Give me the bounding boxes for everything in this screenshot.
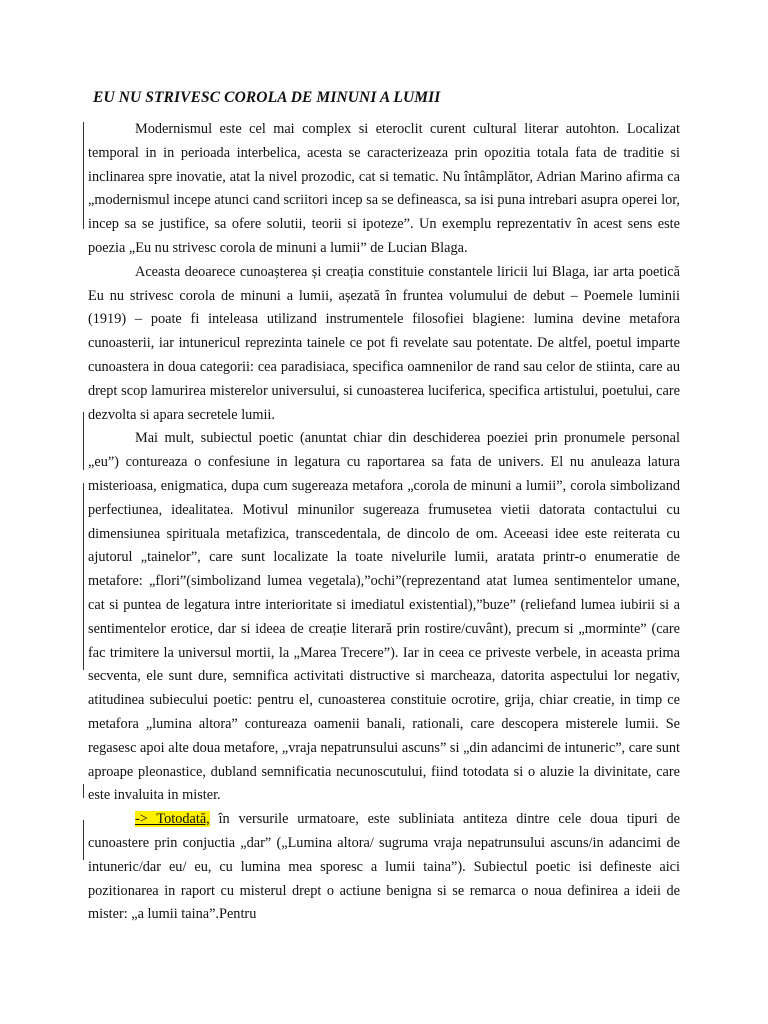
highlighted-text: -> Totodată, xyxy=(135,811,210,828)
paragraph: Mai mult, subiectul poetic (anuntat chiar din deschiderea poeziei prin pronumele personal „eu”) contureaza o confesiune in legatura cu raportarea sa fata de univers. El nu anuleaza latura misterioasa, enigmatica, dupa cum sugereaza metafora „corola de minuni a lumii”, corola simbolizand perfectiunea, idealitatea. Motivul minunilor sugereaza frumusetea vietii datorata contactului cu dimensiunea spirituala metafizica, transcedentala, de dincolo de om. Aceeasi idee este reiterata cu ajutorul „tainelor”, care sunt localizate la toate nivelurile lumii, aratata printr-o enumeratie de metafore: „flori”(simbolizand lumea vegetala),”ochi”(reprezentand atat lumea sentimentelor umane, cat si puntea de legatura intre interioritate si imediatul existential),”buze” (reliefand lumea iubirii si a sentimentelor erotice, dar si ideea de creație literară prin rostire/cuvânt), precum si „morminte” (care fac trimitere la universul mortii, la „Marea Trecere”). Iar in ceea ce priveste verbele, in aceasta prima secventa, ele sunt dure, semnifica activitati distructive si marcheaza, datorita aspectului lor negativ, atitudinea subiecului poetic: pentru el, cunoasterea constituie ocrotire, grija, chiar creatie, in timp ce metafora „lumina altora” contureaza oamenii banali, rationali, care descopera misterele lumii. Se regasesc apoi alte doua metafore, „vraja nepatrunsului ascuns” si „din adancimi de intuneric”, care sunt aproape pleonastice, dubland semnificatia necunoscutului, fiind totodata si o aluzie la divinitate, care este invaluita in mister. xyxy=(88,430,680,804)
paragraph-text: în versurile urmatoare, este subliniata antiteza dintre cele doua tipuri de cunoastere prin conjuctia „dar” („Lumina altora/ sugruma vraja nepatrunsului ascuns/in adancimi de intuneric/dar eu/ eu, cu lumina mea sporesc a lumii taina”). Subiectul poetic isi defineste aici pozitionarea in raport cu misterul drept o actiune benigna si se remarca o noua definirea a ideii de mister: „a lumii taina”.Pentru xyxy=(88,811,680,923)
margin-mark xyxy=(83,820,84,860)
margin-mark xyxy=(83,412,84,470)
margin-mark xyxy=(83,784,84,798)
margin-mark xyxy=(83,483,84,670)
document-body xyxy=(88,118,680,927)
paragraph: Aceasta deoarece cunoașterea și creația constituie constantele liricii lui Blaga, iar arta poetică Eu nu strivesc corola de minuni a lumii, așezată în fruntea volumului de debut – Poemele luminii (1919) – poate fi inteleasa utilizand instrumentele filosofiei blagiene: lumina devine metafora cunoasterii, iar intunericul reprezinta tainele ce pot fi revelate sau potentate. De altfel, poetul imparte cunoastera in doua categorii: cea paradisiaca, specifica oamnenilor de rand sau celor de stiinta, care au drept scop lamurirea misterelor universului, si cunoasterea luciferica, specifica artistului, poetului, care dezvolta si apara secretele lumii. xyxy=(88,263,680,423)
margin-mark xyxy=(83,122,84,229)
paragraph: Modernismul este cel mai complex si eteroclit curent cultural literar autohton. Localizat temporal in in perioada interbelica, acesta se caracterizeaza prin opozitia totala fata de traditie si inclinarea spre inovatie, atat la nivel prozodic, cat si tematic. Nu întâmplător, Adrian Marino afirma ca „modernismul incepe atunci cand scriitori incep sa se defineasca, sa isi puna intrebari asupra operei lor, incep sa se justifice, sa ofere solutii, teorii si ipoteze”. Un exemplu reprezentativ în acest sens este poezia „Eu nu strivesc corola de minuni a lumii” de Lucian Blaga. xyxy=(88,121,680,256)
document-title: EU NU STRIVESC COROLA DE MINUNI A LUMII xyxy=(93,89,441,106)
paragraph xyxy=(88,808,680,927)
